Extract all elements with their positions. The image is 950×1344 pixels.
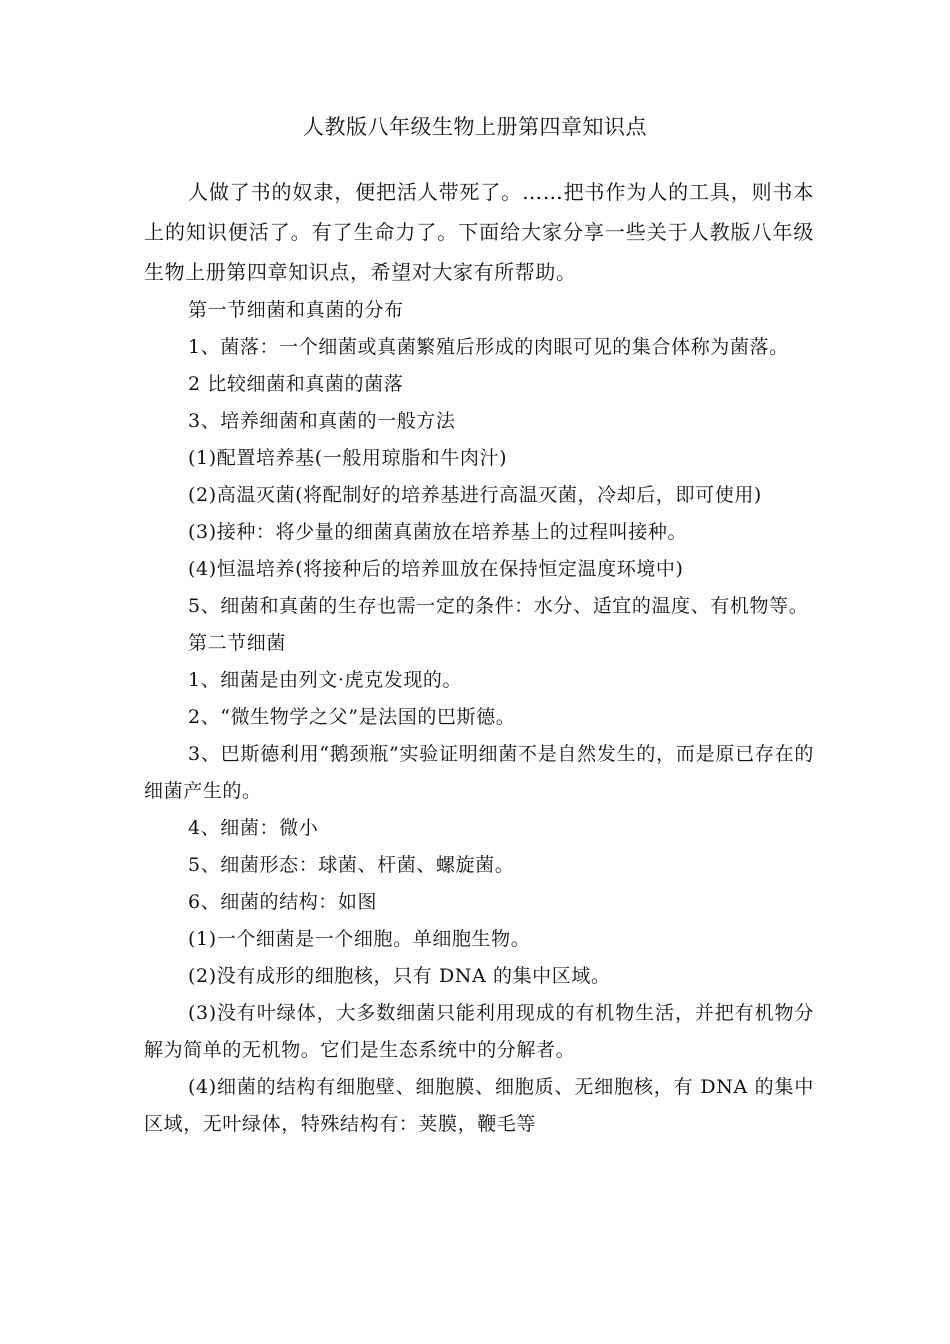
section-heading: 第二节细菌 (188, 632, 287, 654)
paragraph: (4)恒温培养(将接种后的培养皿放在保持恒定温度环境中) (188, 558, 684, 580)
paragraph: 4、细菌：微小 (188, 817, 319, 839)
paragraph: (2)高温灭菌(将配制好的培养基进行高温灭菌，冷却后，即可使用) (188, 484, 762, 506)
paragraph: 5、细菌形态：球菌、杆菌、螺旋菌。 (188, 854, 515, 876)
paragraph: (2)没有成形的细胞核，只有 DNA 的集中区域。 (188, 965, 611, 987)
paragraph: 1、细菌是由列文·虎克发现的。 (188, 669, 463, 691)
paragraph: (1)配置培养基(一般用琼脂和牛肉汁) (188, 447, 508, 469)
paragraph: 6、细菌的结构：如图 (188, 891, 378, 913)
paragraph: 5、细菌和真菌的生存也需一定的条件：水分、适宜的温度、有机物等。 (188, 595, 809, 617)
paragraph: 3、巴斯德利用“鹅颈瓶”实验证明细菌不是自然发生的，而是原已存在的细菌产生的。 (144, 743, 814, 802)
section-heading: 第一节细菌和真菌的分布 (188, 299, 404, 321)
intro-paragraph: 人做了书的奴隶，便把活人带死了。……把书作为人的工具，则书本上的知识便活了。有了生命力了。下面给大家分享一些关于人教版八年级生物上册第四章知识点，希望对大家有所帮助。 (144, 180, 814, 284)
paragraph: 2、“微生物学之父”是法国的巴斯德。 (188, 706, 516, 728)
paragraph: (3)接种：将少量的细菌真菌放在培养基上的过程叫接种。 (188, 521, 688, 543)
paragraph: (4)细菌的结构有细胞壁、细胞膜、细胞质、无细胞核，有 DNA 的集中区域，无叶绿体，特殊结构有：荚膜，鞭毛等 (144, 1076, 814, 1135)
paragraph: 2 比较细菌和真菌的菌落 (188, 373, 404, 395)
document-body (144, 172, 814, 1143)
paragraph: 3、培养细菌和真菌的一般方法 (188, 410, 456, 432)
paragraph: 1、菌落：一个细菌或真菌繁殖后形成的肉眼可见的集合体称为菌落。 (188, 336, 789, 358)
paragraph: (1)一个细菌是一个细胞。单细胞生物。 (188, 928, 531, 950)
document-title: 人教版八年级生物上册第四章知识点 (303, 115, 647, 139)
paragraph: (3)没有叶绿体，大多数细菌只能利用现成的有机物生活，并把有机物分解为简单的无机物。它们是生态系统中的分解者。 (144, 1002, 814, 1061)
